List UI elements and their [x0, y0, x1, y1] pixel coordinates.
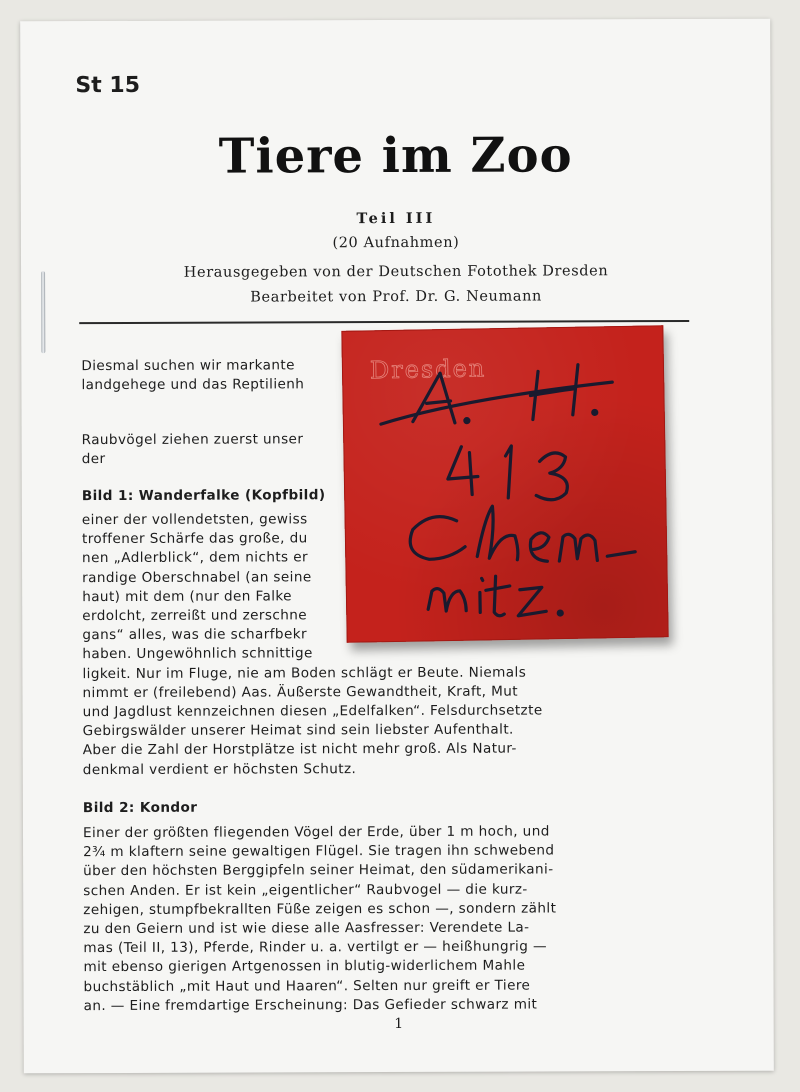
editor-line: Bearbeitet von Prof. Dr. G. Neumann: [250, 288, 542, 306]
text-line: Diesmal suchen wir markante: [81, 357, 295, 375]
staple: [41, 271, 45, 353]
text-line: mas (Teil II, 13), Pferde, Rinder u. a. vertilgt er — heißhungrig —: [83, 938, 548, 957]
text-line: denkmal verdient er höchsten Schutz.: [82, 760, 357, 778]
text-line: randige Oberschnabel (an seine: [82, 568, 312, 586]
text-line: nimmt er (freilebend) Aas. Äußerste Gewandtheit, Kraft, Mut: [82, 683, 519, 701]
text-line: Aber die Zahl der Horstplätze ist nicht mehr groß. Als Natur-: [82, 741, 517, 759]
text-line: an. — Eine fremdartige Erscheinung: Das Gefieder schwarz mit: [83, 996, 538, 1014]
text-line: der: [81, 451, 106, 468]
text-line: einer der vollendetsten, gewiss: [81, 511, 308, 529]
text-line: zehigen, stumpfbekrallten Füße zeigen es schon —, sondern zählt: [83, 900, 557, 918]
page-number: 1: [394, 1015, 404, 1033]
text-line: und Jagdlust kennzeichnen diesen „Edelfalken“. Felsdurchsetzte: [82, 702, 543, 721]
publisher-line: Herausgegeben von der Deutschen Fotothek Dresden: [183, 263, 609, 281]
text-line: gans“ alles, was die scharfbekr: [82, 626, 308, 644]
handwritten-label: [341, 325, 668, 643]
text-line: nen „Adlerblick“, dem nichts er: [82, 549, 309, 567]
text-line: Gebirgswälder unserer Heimat sind sein liebster Aufenthalt.: [82, 721, 514, 740]
text-line: mit ebenso gierigen Artgenossen in blutig-widerlichem Mahle: [83, 957, 526, 976]
part-label: Teil III: [356, 209, 436, 228]
text-line: Raubvögel ziehen zuerst unser: [81, 431, 304, 449]
text-line: zu den Geiern und ist wie diese alle Aasfresser: Verendete La-: [83, 919, 530, 938]
text-line: ligkeit. Nur im Fluge, nie am Boden schlägt er Beute. Niemals: [82, 664, 527, 682]
text-line: erdolcht, zerreißt und zerschne: [82, 607, 308, 625]
text-line: buchstäblich „mit Haut und Haaren“. Selten nur greift er Tiere: [83, 977, 531, 995]
section-text-bild2: [83, 822, 706, 1016]
text-line: über den höchsten Berggipfeln seiner Heimat, den südamerikani-: [83, 861, 554, 880]
red-box: [341, 325, 668, 643]
text-line: haut) mit dem (nur den Falke: [82, 588, 292, 605]
section-heading-bild1: Bild 1: Wanderfalke (Kopfbild): [81, 487, 326, 505]
section-heading-bild2: Bild 2: Kondor: [82, 799, 198, 817]
series-code: St 15: [75, 72, 141, 99]
text-line: haben. Ungewöhnlich schnittige: [82, 645, 313, 663]
text-line: 2¾ m klaftern seine gewaltigen Flügel. Sie tragen ihn schwebend: [83, 842, 555, 861]
text-line: Einer der größten fliegenden Vögel der Erde, über 1 m hoch, und: [82, 823, 550, 842]
text-line: troffener Schärfe das große, du: [81, 530, 308, 548]
header-divider: [79, 320, 689, 324]
photo-count: (20 Aufnahmen): [332, 234, 460, 252]
page-title: Tiere im Zoo: [218, 127, 573, 185]
dresden-stamp: Dresden: [369, 354, 487, 385]
text-line: landgehege und das Reptilienh: [81, 376, 305, 394]
text-line: schen Anden. Er ist kein „eigentlicher“ Raubvogel — die kurz-: [83, 881, 528, 899]
